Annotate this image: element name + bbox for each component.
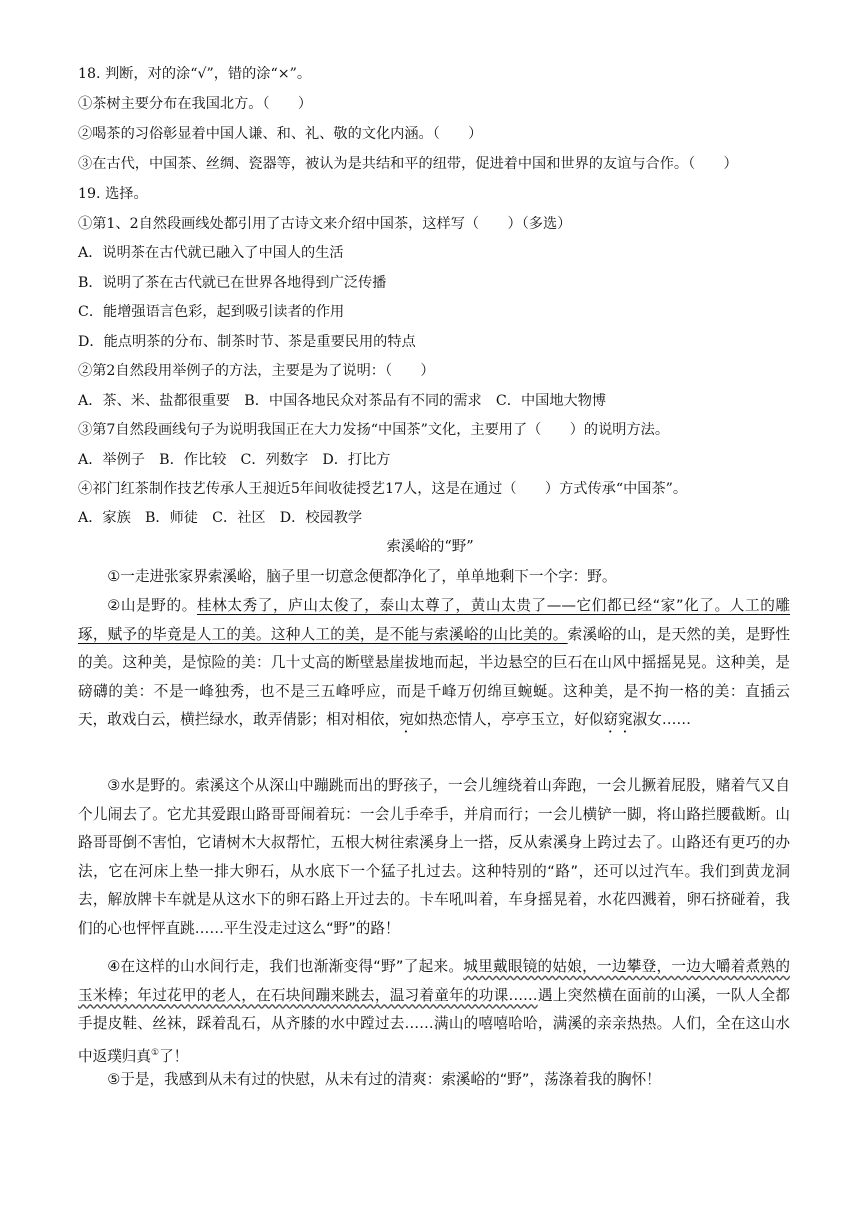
emphasis-dotted-word: 宛 — [399, 711, 414, 728]
question-19-line: B．说明了茶在古代就已在世界各地得到广泛传播 — [78, 275, 387, 291]
article-paragraph-2: ②山是野的。桂林太秀了，庐山太俊了，泰山太尊了，黄山太贵了——它们都已经“家”化了。人工的雕琢，赋予的毕竟是人工的美。这种人工的美，是不能与索溪峪的山比美的。索溪峪的山，是天然的美，是野性的美。这种美，是惊险的美：几十丈高的断壁悬崖拔地而起，半边悬空的巨石在山风中摇摇晃晃。这种美，是磅礴的美：不是一峰独秀，也不是三五峰呼应，而是千峰万仞绵亘蜿蜒。这种美，是不拘一格的美：直插云天，敢戏白云，横拦绿水，敢弄倩影；相对相依，宛如热恋情人，亭亭玉立，好似窈窕淑女…… — [78, 597, 790, 728]
question-18-stem: 18. 判断，对的涂“√”，错的涂“×”。 — [78, 66, 312, 82]
article-paragraph-1: ①一走进张家界索溪峪，脑子里一切意念便都净化了，单单地剩下一个字：野。 — [107, 568, 617, 585]
question-19-line: A．茶、米、盐都很重要 B．中国各地民众对茶品有不同的需求 C．中国地大物博 — [78, 393, 607, 409]
question-19-line: A．说明茶在古代就已融入了中国人的生活 — [78, 245, 344, 261]
article-title: 索溪峪的“野” — [386, 539, 474, 555]
question-19-line: A．举例子 B．作比较 C．列数字 D．打比方 — [78, 452, 391, 468]
article-paragraph-3: ③水是野的。索溪这个从深山中蹦跳而出的野孩子，一会儿缠绕着山奔跑，一会儿撅着屁股，赌着气又自个儿闹去了。它尤其爱跟山路哥哥闹着玩：一会儿手牵手，并肩而行；一会儿横铲一脚，将山路拦腰截断。山路哥哥倒不害怕，它请树木大叔帮忙，五根大树往索溪身上一搭，反从索溪身上跨过去了。山路还有更巧的办法，它在河床上垫一排大卵石，从水底下一个猛子扎过去。这种特别的“路”，还可以过汽车。我们到黄龙洞去，解放牌卡车就是从这水下的卵石路上开过去的。卡车吼叫着，车身摇晃着，水花四溅着，卵石挤碰着，我们的心也怦怦直跳……平生没走过这么“野”的路！ — [78, 777, 790, 937]
question-19-line: ①第1、2自然段画线处都引用了古诗文来介绍中国茶，这样写（ ）（多选） — [78, 216, 572, 232]
question-19-line: ④祁门红茶制作技艺传承人王昶近5年间收徒授艺17人，这是在通过（ ）方式传承“中国茶”。 — [78, 481, 688, 497]
question-19-stem: 19. 选择。 — [78, 186, 148, 202]
question-18-item-2: ②喝茶的习俗彰显着中国人谦、和、礼、敬的文化内涵。（ ） — [78, 126, 483, 142]
underlined-sentence: 桂林太秀了，庐山太俊了，泰山太尊了，黄山太贵了——它们都已经“家”化了。人工的雕琢，赋予的毕竟是人工的美。这种人工的美，是不能与索溪峪的山比美的。 — [78, 597, 790, 643]
footnote-marker: ① — [150, 1047, 160, 1058]
question-19-line: C．能增强语言色彩，起到吸引读者的作用 — [78, 304, 345, 320]
question-18-item-3: ③在古代，中国茶、丝绸、瓷器等，被认为是共结和平的纽带，促进着中国和世界的友谊与合作。（ ） — [78, 156, 738, 172]
question-19-line: D．能点明茶的分布、制茶时节、茶是重要民用的特点 — [78, 334, 416, 350]
article-paragraph-5: ⑤于是，我感到从未有过的快慰，从未有过的清爽：索溪峪的“野”，荡涤着我的胸怀！ — [107, 1071, 661, 1088]
question-19-line: A．家族 B．师徒 C．社区 D．校园教学 — [78, 510, 363, 526]
wavy-underlined-sentence: 城里戴眼镜的姑娘，一边攀登，一边大嚼着煮熟的玉米棒；年过花甲的老人，在石块间蹦来跳去，温习着童年的功课…… — [78, 958, 790, 1004]
question-19-line: ③第7自然段画线句子为说明我国正在大力发扬“中国茶”文化，主要用了（ ）的说明方法。 — [78, 422, 670, 438]
emphasis-dotted-word: 窈窕 — [603, 711, 633, 728]
question-18-item-1: ①茶树主要分布在我国北方。（ ） — [78, 96, 313, 112]
article-paragraph-4: ④在这样的山水间行走，我们也渐渐变得“野”了起来。城里戴眼镜的姑娘，一边攀登，一边大嚼着煮熟的玉米棒；年过花甲的老人，在石块间蹦来跳去，温习着童年的功课……遇上突然横在面前的山溪，一队人全都手提皮鞋、丝袜，踩着乱石，从齐膝的水中蹚过去……满山的嘻嘻哈哈，满溪的亲亲热热。人们，全在这山水中返璞归真①了！ — [78, 958, 790, 1065]
question-19-line: ②第2自然段用举例子的方法，主要是为了说明：（ ） — [78, 363, 435, 379]
